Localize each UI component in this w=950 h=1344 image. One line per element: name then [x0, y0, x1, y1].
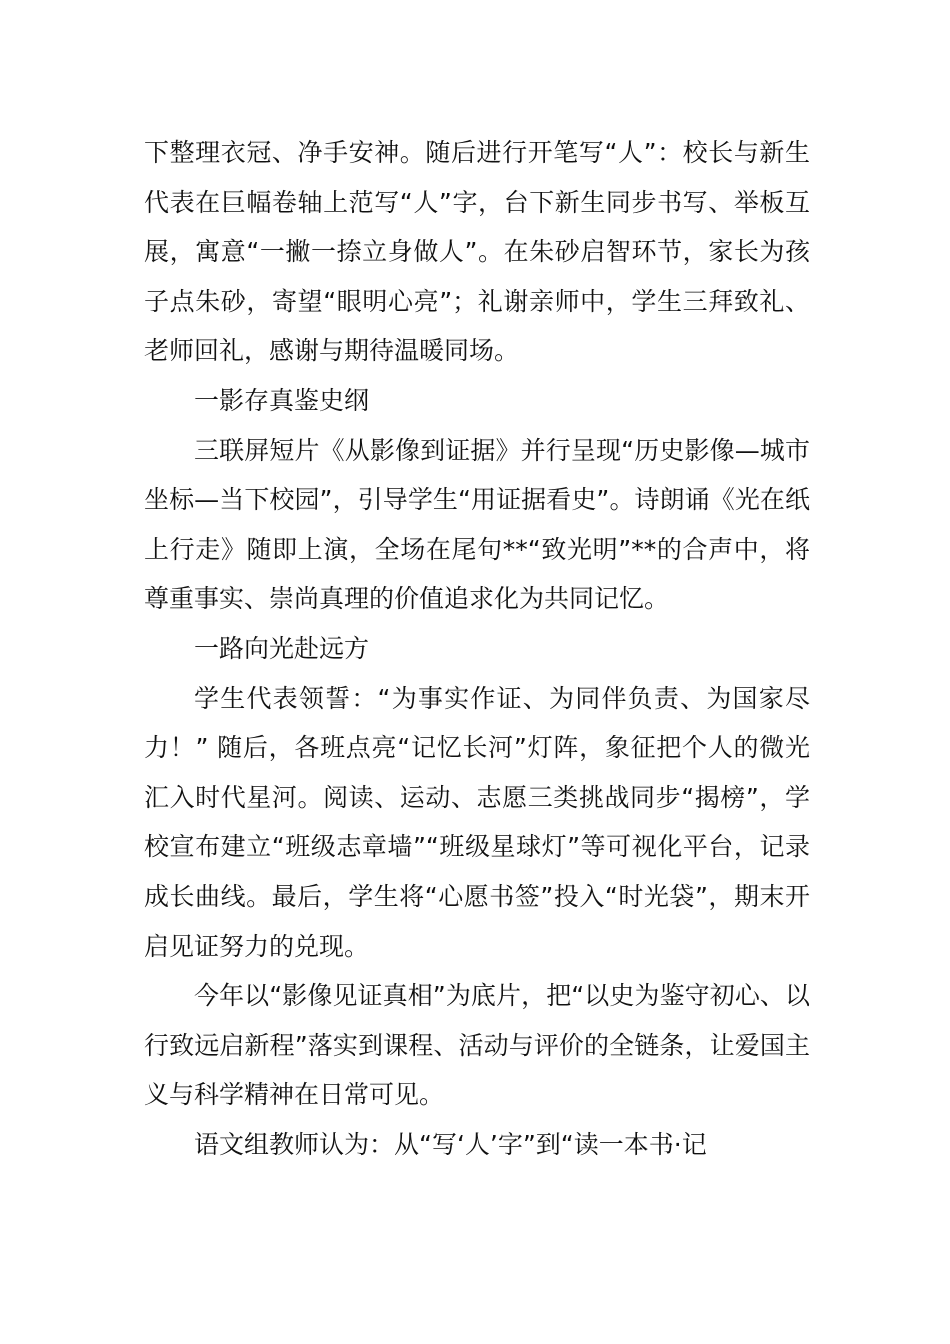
paragraph-teacher-view: 语文组教师认为：从“写‘人’字”到“读一本书·记	[194, 1129, 707, 1159]
section-heading-history: 一影存真鉴史纲	[194, 385, 370, 415]
paragraph-history: 三联屏短片《从影像到证据》并行呈现“历史影像—城市坐标—当下校园”，引导学生“用证据看史”。诗朗诵《光在纸上行走》随即上演，全场在尾句**“致光明”**的合声中，将尊重事实、崇尚真理的价值追求化为共同记忆。	[144, 435, 810, 614]
paragraph-summary: 今年以“影像见证真相”为底片，把“以史为鉴守初心、以行致远启新程”落实到课程、活动与评价的全链条，让爱国主义与科学精神在日常可见。	[144, 981, 810, 1110]
document-body	[144, 128, 810, 1169]
section-heading-future: 一路向光赴远方	[194, 633, 370, 663]
paragraph-future: 学生代表领誓：“为事实作证、为同伴负责、为国家尽力！” 随后，各班点亮“记忆长河”灯阵，象征把个人的微光汇入时代星河。阅读、运动、志愿三类挑战同步“揭榜”，学校宣布建立“班级志章墙”“班级星球灯”等可视化平台，记录成长曲线。最后，学生将“心愿书签”投入“时光袋”，期末开启见证努力的兑现。	[144, 683, 810, 961]
paragraph-ceremony: 下整理衣冠、净手安神。随后进行开笔写“人”：校长与新生代表在巨幅卷轴上范写“人”字，台下新生同步书写、举板互展，寓意“一撇一捺立身做人”。在朱砂启智环节，家长为孩子点朱砂，寄望“眼明心亮”；礼谢亲师中，学生三拜致礼、老师回礼，感谢与期待温暖同场。	[144, 138, 810, 366]
